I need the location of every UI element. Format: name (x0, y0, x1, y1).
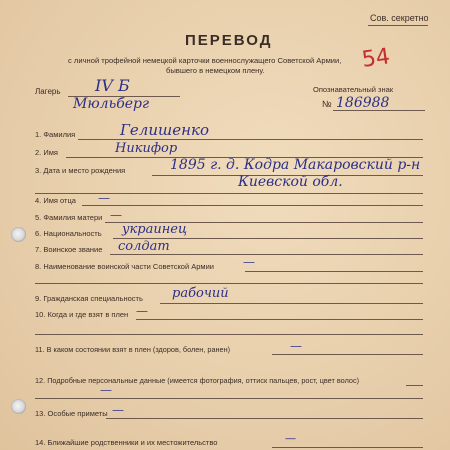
field-12-value: — (100, 383, 112, 397)
field-6-label-text: Национальность (43, 229, 102, 238)
camp-label: Лагерь (35, 87, 61, 96)
field-9-underline (160, 303, 423, 304)
classification-stamp: Сов. секретно (370, 13, 429, 23)
field-12-label (35, 377, 359, 384)
punch-hole-top (11, 227, 26, 242)
field-8-underline-2 (35, 283, 423, 284)
field-7-underline (110, 254, 423, 255)
field-13-value: — (112, 403, 124, 417)
field-7-label-text: Воинское звание (43, 245, 103, 254)
red-page-number: 54 (360, 44, 392, 73)
field-10-number: 10. (35, 310, 46, 319)
field-10-underline-2 (35, 334, 423, 335)
field-10-underline (136, 319, 423, 320)
tag-number-value: 186988 (336, 95, 390, 111)
camp-underline (68, 96, 180, 97)
field-13-number: 13. (35, 409, 46, 418)
field-9-label-text: Гражданская специальность (43, 294, 143, 303)
field-12-underline (406, 385, 423, 386)
field-12-number: 12. (35, 376, 46, 385)
field-5-number: 5. (35, 213, 42, 222)
field-9-label (35, 295, 143, 303)
field-14-number: 14. (35, 438, 46, 447)
field-8-number: 8. (35, 262, 42, 271)
field-14-label-text: Ближайшие родственники и их местожительство (47, 438, 218, 447)
field-1-label-text: Фамилия (43, 130, 76, 139)
field-10-label-text: Когда и где взят в плен (47, 310, 129, 319)
field-3-label (35, 167, 125, 175)
document-subtitle-line2: бывшего в немецком плену. (166, 66, 265, 75)
field-9-occupation-value: рабочий (172, 286, 229, 301)
field-14-underline (272, 447, 423, 448)
field-2-number: 2. (35, 148, 42, 157)
field-9-number: 9. (35, 294, 42, 303)
camp-number-value: IV Б (95, 76, 130, 95)
field-11-value: — (290, 339, 302, 353)
tag-label: Опознавательный знак (313, 85, 394, 94)
field-2-label (35, 149, 58, 157)
field-10-value: — (136, 304, 148, 318)
field-12-label-text: Подробные персональные данные (имеется фотография, оттиск пальцев, рост, цвет волос) (47, 376, 360, 385)
document-subtitle-line1: с личной трофейной немецкой карточки военнослужащего Советской Армии, (68, 56, 342, 65)
field-3-birth-value: 1895 г. д. Кодра Макаровский р-н (170, 157, 421, 173)
field-6-nationality-value: украинец (122, 222, 188, 237)
field-6-number: 6. (35, 229, 42, 238)
field-11-label (35, 346, 230, 353)
classification-underline (368, 25, 428, 26)
field-13-label (35, 410, 108, 418)
field-2-label-text: Имя (43, 148, 58, 157)
tag-number-prefix: № (322, 99, 332, 109)
field-12-underline-2 (35, 398, 423, 399)
field-14-value: — (285, 432, 296, 445)
field-8-underline (245, 271, 423, 272)
field-2-first-name-value: Никифор (115, 141, 178, 156)
field-7-number: 7. (35, 245, 42, 254)
field-13-label-text: Особые приметы (47, 409, 108, 418)
field-11-underline (272, 354, 423, 355)
field-5-label-text: Фамилия матери (43, 213, 103, 222)
field-4-label-text: Имя отца (43, 196, 76, 205)
field-8-value: — (243, 255, 255, 269)
field-4-value: — (98, 191, 110, 205)
field-8-label-text: Наименование воинской части Советской Армии (43, 262, 214, 271)
field-4-number: 4. (35, 196, 42, 205)
field-1-label (35, 131, 75, 139)
document-title: ПЕРЕВОД (185, 32, 273, 49)
field-5-label (35, 214, 102, 222)
field-6-label (35, 230, 102, 238)
camp-name-value: Мюльберг (73, 96, 150, 112)
field-11-number: 11. (35, 345, 45, 354)
field-3-label-text: Дата и место рождения (43, 166, 126, 175)
field-13-underline (106, 418, 423, 419)
field-4-label (35, 197, 76, 205)
field-10-label (35, 311, 128, 319)
field-7-label (35, 246, 102, 254)
punch-hole-bottom (11, 399, 26, 414)
field-1-surname-value: Гелишенко (120, 121, 209, 139)
field-7-rank-value: солдат (118, 239, 170, 254)
field-11-label-text: В каком состоянии взят в плен (здоров, болен, ранен) (46, 345, 231, 354)
field-5-value: — (110, 208, 122, 222)
field-4-underline (82, 205, 423, 206)
tag-underline (333, 110, 425, 111)
field-8-label (35, 263, 214, 271)
field-3-number: 3. (35, 166, 42, 175)
field-3-birth-value-line2: Киевской обл. (238, 174, 343, 190)
field-1-number: 1. (35, 130, 42, 139)
field-1-underline (78, 139, 423, 140)
field-14-label (35, 439, 217, 447)
field-3-underline-2 (35, 193, 423, 194)
